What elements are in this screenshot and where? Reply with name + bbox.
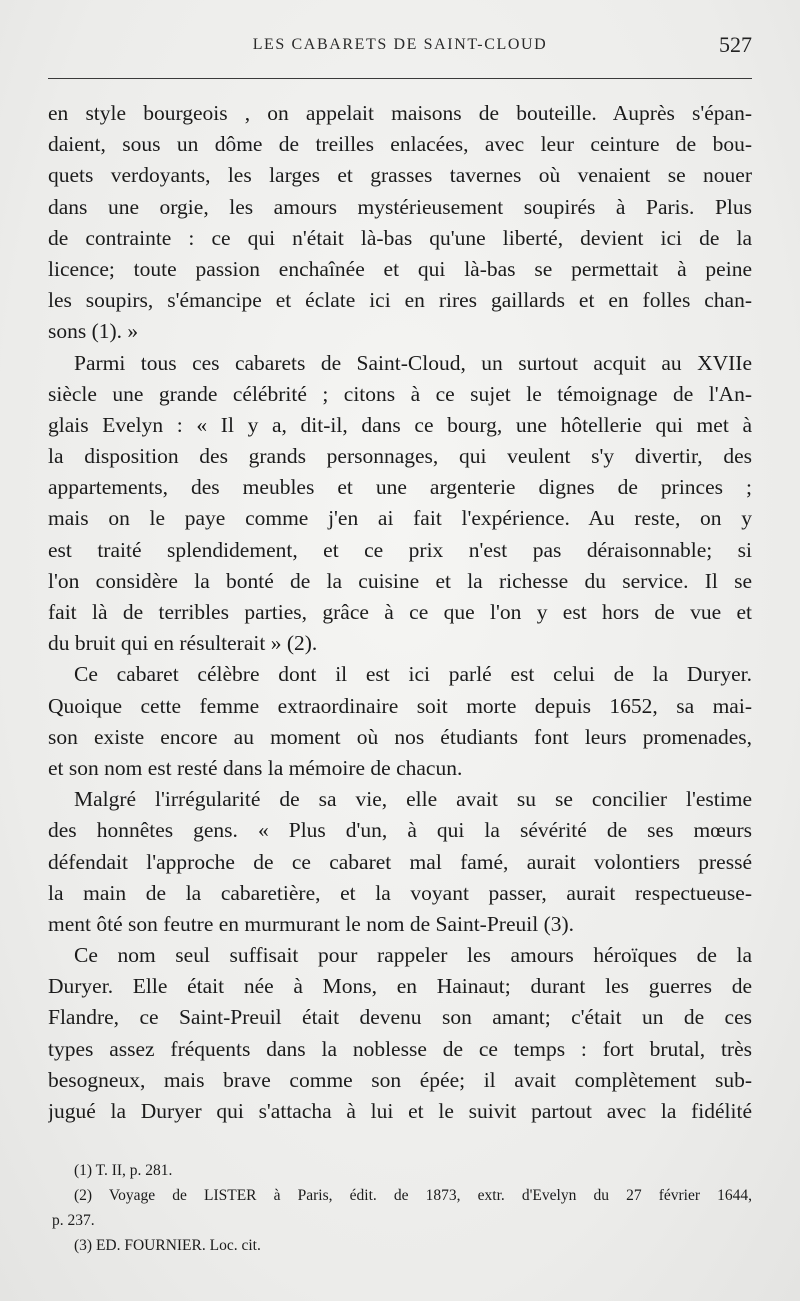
text-line: dans une orgie, les amours mystérieusement soupirés à Paris. Plus (48, 194, 752, 219)
text-line: est traité splendidement, et ce prix n'est pas déraisonnable; si (48, 537, 752, 562)
text-line: siècle une grande célébrité ; citons à ce sujet le témoignage de l'An- (48, 381, 752, 406)
text-line: et son nom est resté dans la mémoire de chacun. (48, 755, 463, 780)
text-line: licence; toute passion enchaînée et qui là-bas se permettait à peine (48, 256, 752, 281)
text-line: son existe encore au moment où nos étudiants font leurs promenades, (48, 724, 752, 749)
text-line: Malgré l'irrégularité de sa vie, elle avait su se concilier l'estime (74, 787, 752, 812)
text-line: Parmi tous ces cabarets de Saint-Cloud, un surtout acquit au XVIIe (74, 350, 752, 375)
footnotes (48, 1158, 752, 1258)
page-header (48, 32, 752, 68)
text-line: sons (1). » (48, 319, 139, 344)
text-line: de contrainte : ce qui n'était là-bas qu'une liberté, devient ici de la (48, 225, 752, 250)
footnote-1: (1) T. II, p. 281. (74, 1162, 173, 1179)
text-line: besogneux, mais brave comme son épée; il avait complètement sub- (48, 1067, 752, 1092)
text-line: les soupirs, s'émancipe et éclate ici en rires gaillards et en folles chan- (48, 288, 752, 313)
footnote-2-continuation: p. 237. (52, 1212, 95, 1229)
page-number: 527 (719, 32, 752, 57)
text-line: l'on considère la bonté de la cuisine et la richesse du service. Il se (48, 568, 752, 593)
text-line: types assez fréquents dans la noblesse de ce temps : fort brutal, très (48, 1036, 752, 1061)
text-line: défendait l'approche de ce cabaret mal famé, aurait volontiers pressé (48, 849, 752, 874)
text-line: des honnêtes gens. « Plus d'un, à qui la sévérité de ses mœurs (48, 818, 752, 843)
text-line: ment ôté son feutre en murmurant le nom de Saint-Preuil (3). (48, 911, 575, 936)
text-line: fait là de terribles parties, grâce à ce que l'on y est hors de vue et (48, 600, 752, 624)
text-line: glais Evelyn : « Il y a, dit-il, dans ce bourg, une hôtellerie qui met à (48, 412, 752, 437)
text-line: Duryer. Elle était née à Mons, en Hainaut; durant les guerres de (48, 974, 752, 999)
text-line: daient, sous un dôme de treilles enlacées, avec leur ceinture de bou- (48, 132, 752, 157)
running-title: LES CABARETS DE SAINT-CLOUD (252, 36, 548, 53)
text-line: jugué la Duryer qui s'attacha à lui et le suivit partout avec la fidélité (48, 1099, 752, 1123)
text-line: Ce cabaret célèbre dont il est ici parlé est celui de la Duryer. (74, 662, 752, 687)
text-line: mais on le paye comme j'en ai fait l'expérience. Au reste, on y (48, 506, 752, 531)
header-rule (48, 78, 752, 79)
text-line: du bruit qui en résulterait » (2). (48, 631, 318, 656)
footnote-2: (2) Voyage de LISTER à Paris, édit. de 1873, extr. d'Evelyn du 27 février 1644, (74, 1187, 752, 1204)
text-line: Quoique cette femme extraordinaire soit morte depuis 1652, sa mai- (48, 693, 752, 718)
text-line: quets verdoyants, les larges et grasses tavernes où venaient se nouer (48, 163, 752, 188)
text-line: appartements, des meubles et une argenterie dignes de princes ; (48, 475, 752, 500)
body-text (48, 98, 752, 1127)
text-line: en style bourgeois , on appelait maisons de bouteille. Auprès s'épan- (48, 101, 752, 125)
text-line: la main de la cabaretière, et la voyant passer, aurait respectueuse- (48, 880, 752, 905)
text-line: la disposition des grands personnages, qui veulent s'y divertir, des (48, 444, 752, 469)
text-line: Flandre, ce Saint-Preuil était devenu son amant; c'était un de ces (48, 1005, 752, 1030)
footnote-3: (3) ED. FOURNIER. Loc. cit. (74, 1237, 261, 1254)
text-line: Ce nom seul suffisait pour rappeler les amours héroïques de la (74, 943, 752, 968)
